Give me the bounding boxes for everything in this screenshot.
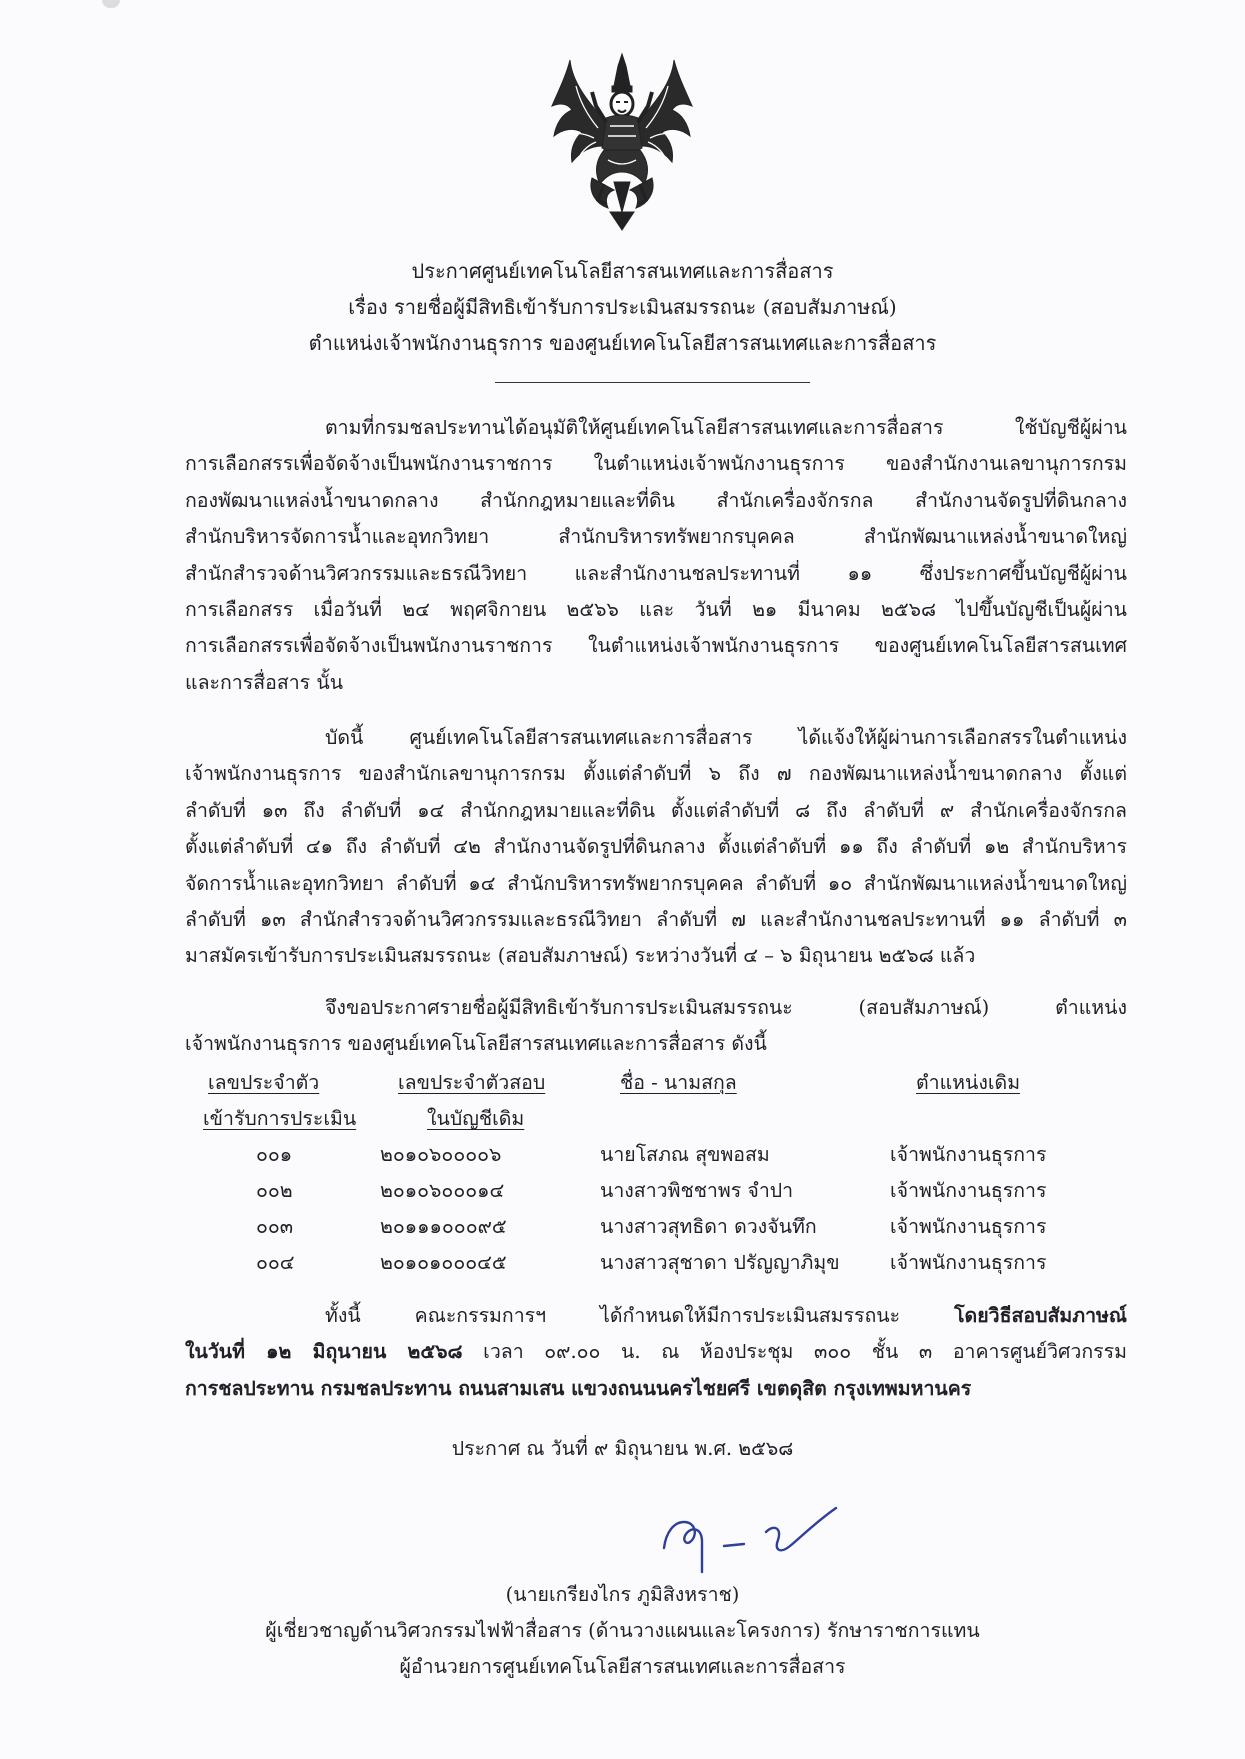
paragraph-announce-list — [185, 990, 1127, 1063]
text-line: จัดการน้ำและอุทกวิทยา ลำดับที่ ๑๔ สำนักบริหารทรัพยากรบุคคล ลำดับที่ ๑๐ สำนักพัฒนาแหล่งน้ำขนาดใหญ่ — [185, 871, 1127, 895]
schedule-text: ทั้งนี้ คณะกรรมการฯ ได้กำหนดให้มีการประเมินสมรรถนะ — [325, 1304, 955, 1327]
scan-mark — [102, 0, 120, 8]
text-line: บัดนี้ ศูนย์เทคโนโลยีสารสนเทศและการสื่อสาร ได้แจ้งให้ผู้ผ่านการเลือกสรรในตำแหน่ง — [325, 726, 1127, 749]
schedule-method: โดยวิธีสอบสัมภาษณ์ — [954, 1304, 1127, 1327]
announcement-position: ตำแหน่งเจ้าพนักงานธุรการ ของศูนย์เทคโนโลยีสารสนเทศและการสื่อสาร — [308, 331, 937, 355]
cell-id: ๐๐๓ — [256, 1215, 294, 1238]
cell-id: ๐๐๔ — [256, 1251, 295, 1274]
text-line: ตั้งแต่ลำดับที่ ๔๑ ถึง ลำดับที่ ๔๒ สำนักงานจัดรูปที่ดินกลาง ตั้งแต่ลำดับที่ ๑๑ ถึง ลำดับที่ ๑๒ สำนักบริหาร — [185, 835, 1127, 859]
col-header-exam-id-sub: ในบัญชีเดิม — [427, 1107, 525, 1130]
signer-org: ผู้อำนวยการศูนย์เทคโนโลยีสารสนเทศและการสื่อสาร — [399, 1655, 846, 1678]
text-line: เจ้าพนักงานธุรการ ของศูนย์เทคโนโลยีสารสนเทศและการสื่อสาร ดังนี้ — [185, 1032, 767, 1056]
paragraph-schedule — [185, 1298, 1127, 1407]
cell-name: นางสาวสุทธิดา ดวงจันทึก — [600, 1215, 817, 1238]
announcement-subject: เรื่อง รายชื่อผู้มีสิทธิเข้ารับการประเมินสมรรถนะ (สอบสัมภาษณ์) — [348, 295, 897, 319]
cell-position: เจ้าพนักงานธุรการ — [890, 1143, 1047, 1166]
col-header-id-sub: เข้ารับการประเมิน — [203, 1107, 357, 1130]
cell-name: นายโสภณ สุขพอสม — [600, 1143, 770, 1166]
cell-exam-id: ๒๐๑๐๖๐๐๐๐๖ — [380, 1143, 502, 1166]
text-line: การเลือกสรร เมื่อวันที่ ๒๔ พฤศจิกายน ๒๕๖๖ และ วันที่ ๒๑ มีนาคม ๒๕๖๘ ไปขึ้นบัญชีเป็นผู้ผ่าน — [185, 597, 1127, 621]
schedule-date: ในวันที่ ๑๒ มิถุนายน ๒๕๖๘ — [185, 1340, 463, 1364]
cell-exam-id: ๒๐๑๐๖๐๐๐๑๔ — [380, 1179, 505, 1202]
cell-position: เจ้าพนักงานธุรการ — [890, 1215, 1047, 1238]
cell-id: ๐๐๒ — [256, 1179, 293, 1202]
col-header-position: ตำแหน่งเดิม — [916, 1071, 1021, 1094]
cell-exam-id: ๒๐๑๑๑๐๐๐๙๕ — [380, 1215, 507, 1238]
schedule-address: การชลประทาน กรมชลประทาน ถนนสามเสน แขวงถนนนครไชยศรี เขตดุสิต กรุงเทพมหานคร — [185, 1376, 972, 1400]
cell-exam-id: ๒๐๑๐๑๐๐๐๔๕ — [380, 1251, 507, 1274]
col-header-name: ชื่อ - นามสกุล — [620, 1071, 737, 1094]
cell-position: เจ้าพนักงานธุรการ — [890, 1251, 1047, 1274]
signer-name: (นายเกรียงไกร ภูมิสิงหราช) — [505, 1583, 740, 1606]
text-line — [185, 1298, 1127, 1334]
text-line: การเลือกสรรเพื่อจัดจ้างเป็นพนักงานราชการ ในตำแหน่งเจ้าพนักงานธุรการ ของสำนักงานเลขานุการกรม — [185, 452, 1127, 476]
paragraph-notice — [185, 720, 1127, 975]
text-line: การเลือกสรรเพื่อจัดจ้างเป็นพนักงานราชการ ในตำแหน่งเจ้าพนักงานธุรการ ของศูนย์เทคโนโลยีสารสนเทศ — [185, 634, 1127, 658]
cell-id: ๐๐๑ — [256, 1143, 293, 1166]
paragraph-background — [185, 410, 1127, 701]
text-line: กองพัฒนาแหล่งน้ำขนาดกลาง สำนักกฎหมายและที่ดิน สำนักเครื่องจักรกล สำนักงานจัดรูปที่ดินกลาง — [185, 488, 1127, 512]
text-line: ลำดับที่ ๑๓ สำนักสำรวจด้านวิศวกรรมและธรณีวิทยา ลำดับที่ ๗ และสำนักงานชลประทานที่ ๑๑ ลำดับที่ ๓ — [185, 907, 1127, 931]
text-line: ลำดับที่ ๑๓ ถึง ลำดับที่ ๑๔ สำนักกฎหมายและที่ดิน ตั้งแต่ลำดับที่ ๘ ถึง ลำดับที่ ๙ สำนักเครื่องจักรกล — [185, 798, 1127, 822]
text-line: ตามที่กรมชลประทานได้อนุมัติให้ศูนย์เทคโนโลยีสารสนเทศและการสื่อสาร ใช้บัญชีผู้ผ่าน — [325, 416, 1127, 439]
text-line — [185, 1334, 1127, 1370]
cell-name: นางสาวสุชาดา ปรัญญาภิมุข — [600, 1251, 840, 1274]
text-line: สำนักสำรวจด้านวิศวกรรมและธรณีวิทยา และสำนักงานชลประทานที่ ๑๑ ซึ่งประกาศขึ้นบัญชีผู้ผ่าน — [185, 561, 1127, 585]
text-line: มาสมัครเข้ารับการประเมินสมรรถนะ (สอบสัมภาษณ์) ระหว่างวันที่ ๔ – ๖ มิถุนายน ๒๕๖๘ แล้ว — [185, 944, 976, 968]
text-line: และการสื่อสาร นั้น — [185, 670, 344, 694]
col-header-id: เลขประจำตัว — [208, 1071, 320, 1094]
header-divider — [495, 382, 810, 383]
text-line: สำนักบริหารจัดการน้ำและอุทกวิทยา สำนักบริหารทรัพยากรบุคคล สำนักพัฒนาแหล่งน้ำขนาดใหญ่ — [185, 525, 1127, 549]
announce-date: ประกาศ ณ วันที่ ๙ มิถุนายน พ.ศ. ๒๕๖๘ — [451, 1437, 794, 1460]
text-line: จึงขอประกาศรายชื่อผู้มีสิทธิเข้ารับการประเมินสมรรถนะ (สอบสัมภาษณ์) ตำแหน่ง — [325, 996, 1127, 1019]
text-line: เจ้าพนักงานธุรการ ของสำนักเลขานุการกรม ตั้งแต่ลำดับที่ ๖ ถึง ๗ กองพัฒนาแหล่งน้ำขนาดกลาง ตั้งแต่ — [185, 762, 1127, 786]
announcement-title: ประกาศศูนย์เทคโนโลยีสารสนเทศและการสื่อสาร — [411, 259, 834, 283]
cell-name: นางสาวพิชชาพร จำปา — [600, 1179, 794, 1202]
col-header-exam-id: เลขประจำตัวสอบ — [398, 1071, 546, 1094]
signer-title: ผู้เชี่ยวชาญด้านวิศวกรรมไฟฟ้าสื่อสาร (ด้านวางแผนและโครงการ) รักษาราชการแทน — [265, 1619, 980, 1642]
schedule-venue: เวลา ๐๙.๐๐ น. ณ ห้องประชุม ๓๐๐ ชั้น ๓ อาคารศูนย์วิศวกรรม — [462, 1340, 1127, 1364]
cell-position: เจ้าพนักงานธุรการ — [890, 1179, 1047, 1202]
garuda-emblem-icon — [548, 52, 696, 234]
signature-icon — [640, 1488, 940, 1574]
